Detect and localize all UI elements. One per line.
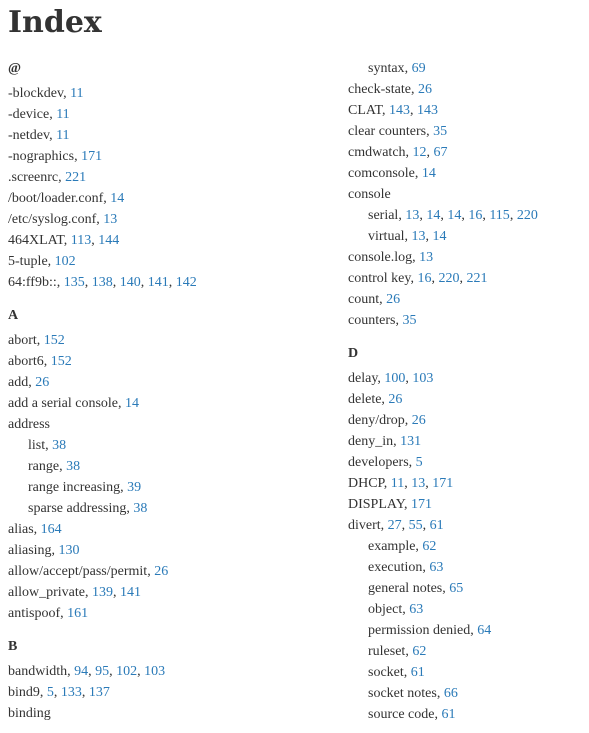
index-term: 464XLAT (8, 233, 64, 248)
page-link[interactable]: 94 (74, 664, 89, 679)
index-term: alias (8, 522, 34, 537)
page-link[interactable]: 152 (43, 333, 65, 348)
index-term: DISPLAY (348, 497, 405, 512)
page-link[interactable]: 55 (408, 518, 423, 533)
page-link[interactable]: 11 (70, 86, 84, 101)
index-term: abort6 (8, 354, 44, 369)
index-term: add (8, 375, 29, 390)
index-entry: aliasing, 130 (8, 543, 80, 558)
index-term: ruleset (368, 644, 406, 659)
page-link[interactable]: 103 (144, 664, 166, 679)
page-link[interactable]: 26 (417, 82, 432, 97)
index-term: socket notes (368, 686, 437, 701)
index-subentry: range, 38 (28, 459, 81, 474)
index-term: -device (8, 107, 50, 122)
page-link[interactable]: 67 (433, 145, 448, 160)
index-subentry: ruleset, 62 (368, 644, 427, 659)
page-link[interactable]: 38 (52, 438, 67, 453)
page-link[interactable]: 61 (429, 518, 444, 533)
index-term: antispoof (8, 606, 61, 621)
index-subentry: serial, 13, 14, 14, 16, 115, 220 (368, 208, 538, 223)
page-link[interactable]: 171 (81, 149, 103, 164)
index-section-heading: D (348, 346, 359, 361)
index-column-left (8, 58, 328, 724)
page-link[interactable]: 12 (412, 145, 427, 160)
page-link[interactable]: 14 (421, 166, 436, 181)
index-term: comconsole (348, 166, 415, 181)
index-subentry: object, 63 (368, 602, 424, 617)
page-title: Index (8, 5, 102, 40)
index-entry: CLAT, 143, 143 (348, 103, 438, 118)
page-link[interactable]: 11 (56, 128, 70, 143)
page-link[interactable]: 13 (411, 229, 426, 244)
page-link[interactable]: 61 (410, 665, 425, 680)
page-link[interactable]: 221 (65, 170, 87, 185)
page-link[interactable]: 95 (95, 664, 110, 679)
page-link[interactable]: 144 (98, 233, 120, 248)
page-link[interactable]: 26 (35, 375, 50, 390)
index-entry: count, 26 (348, 292, 401, 307)
index-entry (8, 414, 328, 435)
index-term: syntax (368, 61, 405, 76)
index-subentry: source code, 61 (368, 707, 456, 722)
page-link[interactable]: 66 (443, 686, 458, 701)
index-entry: /boot/loader.conf, 14 (8, 191, 125, 206)
page-link[interactable]: 65 (449, 581, 464, 596)
page-link[interactable]: 161 (67, 606, 89, 621)
page-link[interactable]: 221 (466, 271, 488, 286)
page-link[interactable]: 139 (91, 585, 113, 600)
page-link[interactable]: 152 (50, 354, 72, 369)
index-subentry: general notes, 65 (368, 581, 464, 596)
page-link[interactable]: 63 (429, 560, 444, 575)
index-entry: allow/accept/pass/permit, 26 (8, 564, 169, 579)
index-term: check-state (348, 82, 411, 97)
page-link[interactable]: 26 (411, 413, 426, 428)
index-entry (8, 703, 328, 724)
index-column-right (348, 58, 588, 725)
index-entry: console.log, 13 (348, 250, 434, 265)
index-term: source code (368, 707, 435, 722)
index-term: delete (348, 392, 382, 407)
index-entry: alias, 164 (8, 522, 62, 537)
index-term: deny/drop (348, 413, 405, 428)
index-entry: /etc/syslog.conf, 13 (8, 212, 118, 227)
page-link[interactable]: 63 (409, 602, 424, 617)
page-link[interactable]: 13 (411, 476, 426, 491)
index-subentry: socket notes, 66 (368, 686, 458, 701)
index-subentry: list, 38 (28, 438, 67, 453)
index-entry: add, 26 (8, 375, 50, 390)
page-link[interactable]: 115 (489, 208, 510, 223)
index-entry: deny/drop, 26 (348, 413, 426, 428)
index-subentry: sparse addressing, 38 (28, 501, 148, 516)
page-link[interactable]: 13 (103, 212, 118, 227)
index-term: example (368, 539, 416, 554)
page-link[interactable]: 14 (125, 396, 140, 411)
index-entry: .screenrc, 221 (8, 170, 87, 185)
index-subentry: socket, 61 (368, 665, 425, 680)
page-link[interactable]: 135 (63, 275, 85, 290)
index-entry: antispoof, 161 (8, 606, 89, 621)
index-term: /etc/syslog.conf (8, 212, 97, 227)
page-link[interactable]: 39 (127, 480, 142, 495)
index-entry: -blockdev, 11 (8, 86, 84, 101)
index-subentry: permission denied, 64 (368, 623, 492, 638)
page-link[interactable]: 171 (411, 497, 433, 512)
index-subentry: syntax, 69 (368, 61, 426, 76)
index-term: allow/accept/pass/permit (8, 564, 148, 579)
index-term: general notes (368, 581, 443, 596)
index-term: control key (348, 271, 411, 286)
index-term: object (368, 602, 403, 617)
index-term: cmdwatch (348, 145, 406, 160)
index-entry: DISPLAY, 171 (348, 497, 433, 512)
index-term: CLAT (348, 103, 382, 118)
index-entry: clear counters, 35 (348, 124, 448, 139)
index-term: abort (8, 333, 37, 348)
page-link[interactable]: 131 (400, 434, 422, 449)
page-link[interactable]: 141 (119, 585, 141, 600)
page-link[interactable]: 14 (432, 229, 447, 244)
page-link[interactable]: 64 (477, 623, 492, 638)
page-link[interactable]: 137 (88, 685, 110, 700)
index-term: clear counters (348, 124, 427, 139)
page-link[interactable]: 164 (40, 522, 62, 537)
page-link[interactable]: 13 (405, 208, 420, 223)
page-link[interactable]: 26 (154, 564, 169, 579)
index-term: socket (368, 665, 404, 680)
index-term: binding (8, 706, 51, 721)
index-section-heading: A (8, 308, 19, 323)
page-link[interactable]: 13 (419, 250, 434, 265)
page-link[interactable]: 61 (441, 707, 456, 722)
index-term: 64:ff9b:: (8, 275, 57, 290)
index-entry: -nographics, 171 (8, 149, 103, 164)
index-entry: 5-tuple, 102 (8, 254, 76, 269)
index-term: add a serial console (8, 396, 119, 411)
index-entry: divert, 27, 55, 61 (348, 518, 444, 533)
index-term: virtual (368, 229, 405, 244)
page-link[interactable]: 220 (516, 208, 538, 223)
page-link[interactable]: 100 (384, 371, 406, 386)
index-term: delay (348, 371, 378, 386)
index-entry: delay, 100, 103 (348, 371, 434, 386)
index-term: address (8, 417, 50, 432)
index-subentry: range increasing, 39 (28, 480, 142, 495)
page-link[interactable]: 16 (417, 271, 432, 286)
index-term: bandwidth (8, 664, 68, 679)
index-section-heading: B (8, 639, 18, 654)
page-link[interactable]: 5 (415, 455, 423, 470)
index-entry: delete, 26 (348, 392, 403, 407)
page-link[interactable]: 102 (116, 664, 138, 679)
index-entry: allow_private, 139, 141 (8, 585, 141, 600)
index-entry: counters, 35 (348, 313, 417, 328)
index-entry: 64:ff9b::, 135, 138, 140, 141, 142 (8, 275, 197, 290)
page-link[interactable]: 142 (175, 275, 197, 290)
index-entry: DHCP, 11, 13, 171 (348, 476, 454, 491)
index-entry (348, 184, 588, 205)
page-link[interactable]: 27 (387, 518, 402, 533)
page-link[interactable]: 5 (46, 685, 54, 700)
page-link[interactable]: 11 (56, 107, 70, 122)
index-term: sparse addressing (28, 501, 127, 516)
page-link[interactable]: 141 (147, 275, 169, 290)
index-entry: bind9, 5, 133, 137 (8, 685, 110, 700)
page-link[interactable]: 14 (447, 208, 462, 223)
page-link[interactable]: 26 (388, 392, 403, 407)
page-link[interactable]: 38 (133, 501, 148, 516)
index-subentry: virtual, 13, 14 (368, 229, 447, 244)
index-term: permission denied (368, 623, 471, 638)
page-link[interactable]: 143 (416, 103, 438, 118)
index-section-heading: @ (8, 61, 22, 76)
index-term: console (348, 187, 391, 202)
page-link[interactable]: 102 (54, 254, 76, 269)
index-term: aliasing (8, 543, 52, 558)
page-link[interactable]: 35 (433, 124, 448, 139)
page-link[interactable]: 138 (91, 275, 113, 290)
index-entry: control key, 16, 220, 221 (348, 271, 488, 286)
index-entry: abort, 152 (8, 333, 65, 348)
index-term: deny_in (348, 434, 394, 449)
page-link[interactable]: 62 (412, 644, 427, 659)
page-link[interactable]: 140 (119, 275, 141, 290)
index-entry: -netdev, 11 (8, 128, 70, 143)
index-term: divert (348, 518, 381, 533)
index-entry: -device, 11 (8, 107, 70, 122)
index-term: .screenrc (8, 170, 59, 185)
index-term: 5-tuple (8, 254, 48, 269)
index-term: /boot/loader.conf (8, 191, 104, 206)
index-term: list (28, 438, 46, 453)
page-link[interactable]: 171 (432, 476, 454, 491)
index-entry: 464XLAT, 113, 144 (8, 233, 120, 248)
index-term: -nographics (8, 149, 75, 164)
page-link[interactable]: 220 (438, 271, 460, 286)
index-term: -blockdev (8, 86, 64, 101)
page-link[interactable]: 26 (386, 292, 401, 307)
page-link[interactable]: 14 (426, 208, 441, 223)
index-term: -netdev (8, 128, 50, 143)
index-term: DHCP (348, 476, 384, 491)
index-term: count (348, 292, 380, 307)
page-link[interactable]: 133 (60, 685, 82, 700)
index-term: allow_private (8, 585, 85, 600)
page-link[interactable]: 35 (402, 313, 417, 328)
index-entry: abort6, 152 (8, 354, 72, 369)
page-link[interactable]: 103 (412, 371, 434, 386)
index-subentry: execution, 63 (368, 560, 444, 575)
index-term: console.log (348, 250, 413, 265)
page-link[interactable]: 11 (390, 476, 405, 491)
index-entry: add a serial console, 14 (8, 396, 140, 411)
index-term: execution (368, 560, 423, 575)
index-subentry: example, 62 (368, 539, 437, 554)
index-entry: comconsole, 14 (348, 166, 436, 181)
page-link[interactable]: 143 (388, 103, 410, 118)
index-term: developers (348, 455, 409, 470)
index-term: bind9 (8, 685, 40, 700)
page-link[interactable]: 113 (70, 233, 92, 248)
index-entry: developers, 5 (348, 455, 423, 470)
index-term: range increasing (28, 480, 121, 495)
page-link[interactable]: 16 (468, 208, 483, 223)
page-link[interactable]: 14 (110, 191, 125, 206)
page-link[interactable]: 62 (422, 539, 437, 554)
index-entry: cmdwatch, 12, 67 (348, 145, 448, 160)
index-entry: deny_in, 131 (348, 434, 422, 449)
index-term: counters (348, 313, 396, 328)
index-entry: bandwidth, 94, 95, 102, 103 (8, 664, 166, 679)
index-term: range (28, 459, 60, 474)
page-link[interactable]: 38 (66, 459, 81, 474)
page-link[interactable]: 69 (411, 61, 426, 76)
index-term: serial (368, 208, 399, 223)
page-link[interactable]: 130 (58, 543, 80, 558)
index-entry: check-state, 26 (348, 82, 432, 97)
